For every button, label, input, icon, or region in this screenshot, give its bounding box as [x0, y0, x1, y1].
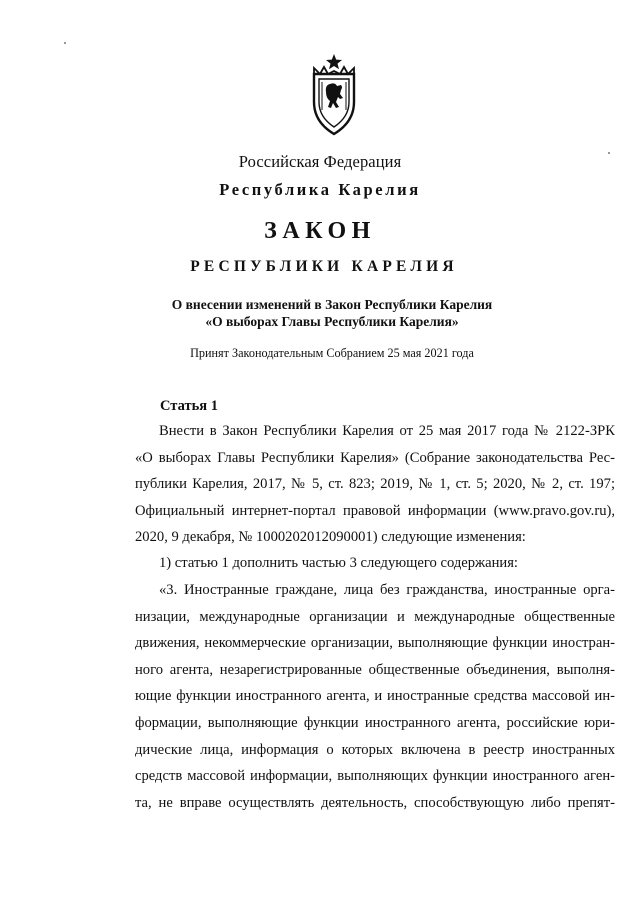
text-line: Внести в Закон Республики Карелия от 25 мая 2017 года № 2122-ЗРК	[159, 423, 615, 439]
text-line: та, не вправе осуществлять деятельность, способствующую либо препят-	[135, 794, 615, 811]
document-title-line-1: О внесении изменений в Закон Республики Карелия	[171, 297, 493, 312]
text-line: средств массовой информации, выполняющих функции иностранного аген-	[135, 768, 615, 785]
country-name: Российская Федерация	[238, 152, 402, 171]
scan-speck	[64, 42, 66, 44]
document-title	[12, 296, 640, 330]
article-1-quote	[135, 577, 615, 816]
text-line: ющие функции иностранного агента, и иностранные средства массовой ин-	[135, 688, 615, 705]
article-1-item-1	[135, 550, 615, 577]
scan-speck	[608, 152, 610, 154]
text-line: «3. Иностранные граждане, лица без гражданства, иностранные орга-	[159, 582, 615, 598]
text-line: движения, некоммерческие организации, выполняющие функции иностран-	[135, 635, 615, 652]
text-line: формации, выполняющие функции иностранного агента, российские юри-	[135, 714, 615, 731]
text-line: 2020, 9 декабря, № 1000202012090001) следующие изменения:	[135, 529, 526, 546]
text-line: ного агента, незарегистрированные общественные объединения, выполня-	[135, 661, 615, 678]
document-title-line-2: «О выборах Главы Республики Карелия»	[205, 314, 459, 329]
article-1-heading: Статья 1	[160, 398, 218, 414]
text-line: дические лица, информация о которых включена в реестр иностранных	[135, 741, 615, 758]
text-line: 1) статью 1 дополнить частью 3 следующего содержания:	[159, 555, 518, 571]
document-issuer: РЕСПУБЛИКИ КАРЕЛИЯ	[190, 258, 458, 275]
article-1-paragraph-1	[135, 418, 615, 551]
text-line: Официальный интернет-портал правовой информации (www.pravo.gov.ru),	[135, 502, 615, 519]
text-line: публики Карелия, 2017, № 5, ст. 823; 2019, № 1, ст. 5; 2020, № 2, ст. 197;	[135, 476, 615, 493]
adoption-date: Принят Законодательным Собранием 25 мая 2021 года	[190, 346, 474, 360]
text-line: низации, международные организации и международные общественные	[135, 608, 615, 625]
republic-name: Республика Карелия	[219, 180, 421, 199]
text-line: «О выборах Главы Республики Карелия» (Собрание законодательства Рес-	[135, 449, 615, 466]
document-type: ЗАКОН	[264, 218, 376, 244]
coat-of-arms-icon	[310, 52, 358, 136]
